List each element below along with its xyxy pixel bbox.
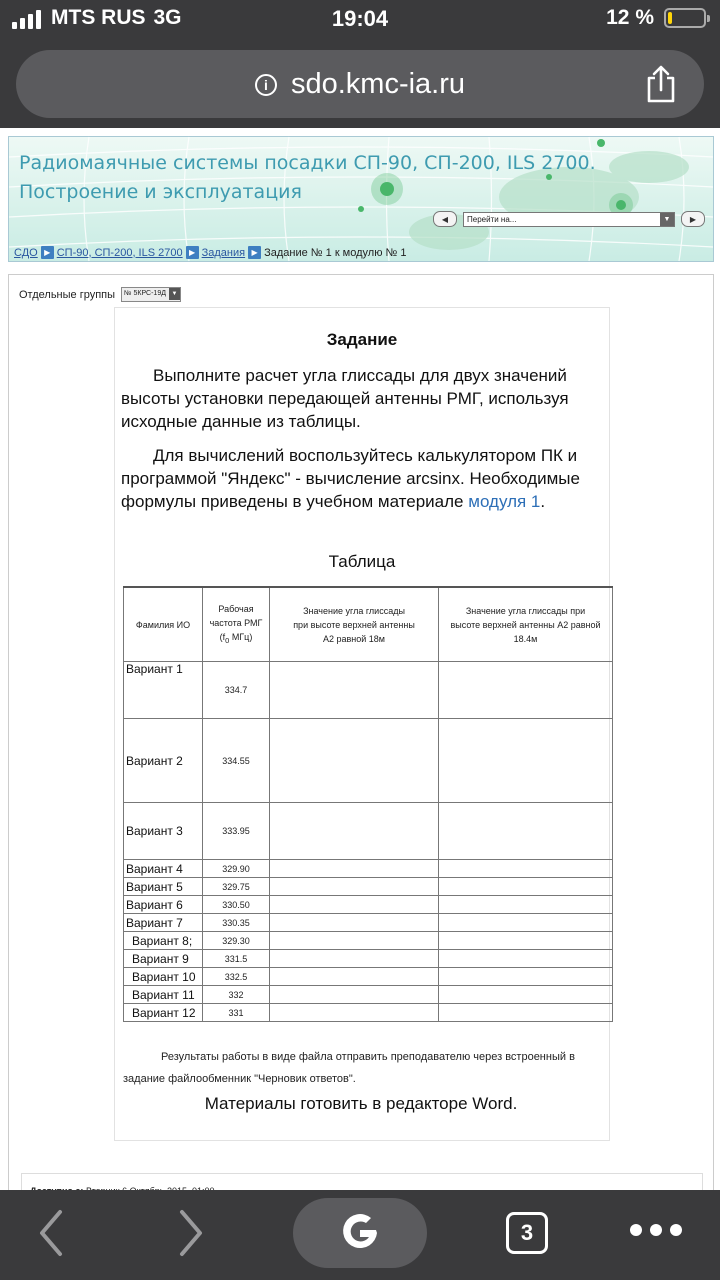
frequency-cell: 332.5 — [203, 968, 270, 986]
angle-18-4m-cell[interactable] — [439, 878, 613, 896]
groups-select[interactable] — [121, 287, 181, 302]
jump-to-placeholder: Перейти на... — [467, 214, 517, 224]
angle-18-4m-cell[interactable] — [439, 803, 613, 860]
table-row — [124, 878, 613, 896]
angle-18m-cell[interactable] — [270, 986, 439, 1004]
jump-to-select[interactable] — [463, 212, 675, 227]
next-button[interactable]: ▶ — [681, 211, 705, 227]
assignment-paragraph-1 — [121, 364, 605, 433]
address-bar[interactable] — [16, 50, 704, 118]
battery-percent: 12 % — [606, 6, 654, 29]
header-frequency-unit: МГц) — [229, 631, 253, 642]
angle-18-4m-cell[interactable] — [439, 932, 613, 950]
groups-selected-value: № 5КРС-19Д — [124, 290, 166, 297]
module-link[interactable]: модуля 1 — [468, 492, 541, 511]
header-18m-line2: при высоте верхней антенны — [293, 619, 415, 630]
assignment-paragraph-2: Для вычислений воспользуйтесь калькулятором ПК и программой "Яндекс" - вычисление arcsinx. Необходимые формулы приведены в учебном материале модуля 1. — [121, 446, 580, 511]
chevron-down-icon: ▼ — [660, 213, 674, 226]
assignment-title: Задание — [326, 330, 398, 349]
header-18-4m-line1: Значение угла глиссады при — [465, 605, 586, 616]
table-row — [124, 968, 613, 986]
header-frequency-subscript: 0 — [225, 635, 230, 645]
google-search-button[interactable] — [293, 1198, 427, 1268]
angle-18m-cell[interactable] — [270, 932, 439, 950]
variant-name-cell: Вариант 1 — [124, 662, 203, 719]
frequency-cell: 332 — [203, 986, 270, 1004]
angle-18-4m-cell[interactable] — [439, 719, 613, 803]
frequency-cell: 333.95 — [203, 803, 270, 860]
network-type: 3G — [153, 6, 182, 29]
table-row — [124, 932, 613, 950]
variant-name-cell: Вариант 8; — [124, 932, 203, 950]
variant-name-cell: Вариант 6 — [124, 896, 203, 914]
table-header-row — [124, 587, 613, 662]
breadcrumb-link-sdo[interactable]: СДО — [14, 246, 38, 259]
word-note: Материалы готовить в редакторе Word. — [204, 1094, 518, 1113]
browser-toolbar — [0, 1190, 720, 1280]
table-row — [124, 662, 613, 719]
angle-18-4m-cell[interactable] — [439, 896, 613, 914]
back-icon[interactable] — [36, 1208, 66, 1258]
angle-18m-cell[interactable] — [270, 803, 439, 860]
table-row — [124, 1004, 613, 1022]
chevron-down-icon: ▼ — [169, 288, 180, 300]
jump-to-nav — [433, 211, 705, 227]
breadcrumb-arrow-icon: ▶ — [248, 246, 261, 259]
more-menu-icon[interactable] — [630, 1224, 682, 1236]
frequency-cell: 329.75 — [203, 878, 270, 896]
clock: 19:04 — [331, 6, 389, 31]
angle-18m-cell[interactable] — [270, 662, 439, 719]
header-frequency-line3 — [205, 630, 267, 648]
forward-icon[interactable] — [176, 1208, 206, 1258]
submission-instructions — [123, 1046, 603, 1090]
breadcrumb-arrow-icon: ▶ — [41, 246, 54, 259]
angle-18m-cell[interactable] — [270, 896, 439, 914]
course-header — [8, 136, 714, 262]
paragraph-1-text: Выполните расчет угла глиссады для двух значений высоты установки передающей антенны РМГ, используя исходные данные из таблицы. — [121, 366, 569, 431]
frequency-cell: 334.55 — [203, 719, 270, 803]
google-icon — [337, 1210, 383, 1256]
header-frequency-prefix: (f — [219, 631, 226, 642]
battery-info — [606, 6, 706, 30]
header-18m-line3: А2 равной 18м — [322, 633, 385, 644]
header-frequency-line2: частота РМГ — [209, 617, 263, 628]
status-bar — [0, 0, 720, 40]
course-title-line2: Построение и эксплуатация — [19, 181, 302, 203]
header-18-4m-line2: высоте верхней антенны А2 равной — [450, 619, 601, 630]
variant-name-cell: Вариант 10 — [124, 968, 203, 986]
angle-18m-cell[interactable] — [270, 878, 439, 896]
header-angle-18-4m — [439, 587, 613, 662]
frequency-cell: 329.90 — [203, 860, 270, 878]
table-row — [124, 719, 613, 803]
info-icon[interactable]: i — [255, 74, 277, 96]
variant-name-cell: Вариант 9 — [124, 950, 203, 968]
angle-18m-cell[interactable] — [270, 914, 439, 932]
frequency-cell: 331 — [203, 1004, 270, 1022]
angle-18m-cell[interactable] — [270, 719, 439, 803]
angle-18-4m-cell[interactable] — [439, 950, 613, 968]
header-18-4m-line3: 18.4м — [513, 633, 538, 644]
header-frequency-line1: Рабочая — [218, 603, 254, 614]
url-text[interactable]: sdo.kmc-ia.ru — [290, 68, 466, 100]
paragraph-2-text: Для вычислений воспользуйтесь калькулятором ПК и программой "Яндекс" - вычисление arcsinx. Необходимые формулы приведены в учебном материале — [121, 446, 580, 511]
frequency-cell: 334.7 — [203, 662, 270, 719]
table-row — [124, 986, 613, 1004]
submission-text: Результаты работы в виде файла отправить преподавателю через встроенный в задание файлообменник "Черновик ответов". — [123, 1051, 575, 1085]
course-title-line1: Радиомаячные системы посадки СП-90, СП-200, ILS 2700. — [19, 152, 596, 174]
table-caption: Таблица — [328, 552, 396, 571]
frequency-cell: 331.5 — [203, 950, 270, 968]
breadcrumb-current: Задание № 1 к модулю № 1 — [264, 246, 407, 259]
variant-name-cell: Вариант 7 — [124, 914, 203, 932]
groups-filter — [19, 287, 181, 302]
variant-name-cell: Вариант 2 — [124, 719, 203, 803]
variant-name-cell: Вариант 5 — [124, 878, 203, 896]
header-name: Фамилия ИО — [124, 587, 203, 662]
angle-18m-cell[interactable] — [270, 950, 439, 968]
battery-fill — [668, 12, 672, 24]
groups-label: Отдельные группы — [19, 288, 116, 301]
header-angle-18m — [270, 587, 439, 662]
angle-18-4m-cell[interactable] — [439, 968, 613, 986]
share-icon[interactable] — [644, 64, 678, 104]
breadcrumb — [14, 246, 407, 259]
tabs-button[interactable]: 3 — [506, 1212, 548, 1254]
battery-icon — [664, 8, 706, 28]
breadcrumb-link-tasks[interactable]: Задания — [201, 246, 246, 259]
header-frequency — [203, 587, 270, 662]
table-row — [124, 860, 613, 878]
web-page — [0, 128, 720, 1190]
table-row — [124, 896, 613, 914]
angle-18-4m-cell[interactable] — [439, 914, 613, 932]
frequency-cell: 329.30 — [203, 932, 270, 950]
angle-18-4m-cell[interactable] — [439, 860, 613, 878]
angle-18m-cell[interactable] — [270, 968, 439, 986]
prev-button[interactable]: ◀ — [433, 211, 457, 227]
angle-18m-cell[interactable] — [270, 860, 439, 878]
variant-name-cell: Вариант 12 — [124, 1004, 203, 1022]
variant-name-cell: Вариант 11 — [124, 986, 203, 1004]
angle-18-4m-cell[interactable] — [439, 986, 613, 1004]
frequency-cell: 330.50 — [203, 896, 270, 914]
header-18m-line1: Значение угла глиссады — [303, 605, 405, 616]
table-row — [124, 950, 613, 968]
variant-name-cell: Вариант 3 — [124, 803, 203, 860]
frequency-cell: 330.35 — [203, 914, 270, 932]
breadcrumb-link-course[interactable]: СП-90, СП-200, ILS 2700 — [56, 246, 183, 259]
table-row — [124, 914, 613, 932]
angle-18-4m-cell[interactable] — [439, 662, 613, 719]
main-region — [8, 274, 714, 1191]
angle-18m-cell[interactable] — [270, 1004, 439, 1022]
course-title — [19, 149, 596, 207]
carrier-name: MTS RUS — [51, 6, 146, 29]
table-row — [124, 803, 613, 860]
angle-18-4m-cell[interactable] — [439, 1004, 613, 1022]
variant-name-cell: Вариант 4 — [124, 860, 203, 878]
variants-table — [123, 586, 613, 1022]
assignment-box — [114, 307, 610, 1141]
breadcrumb-arrow-icon: ▶ — [186, 246, 199, 259]
